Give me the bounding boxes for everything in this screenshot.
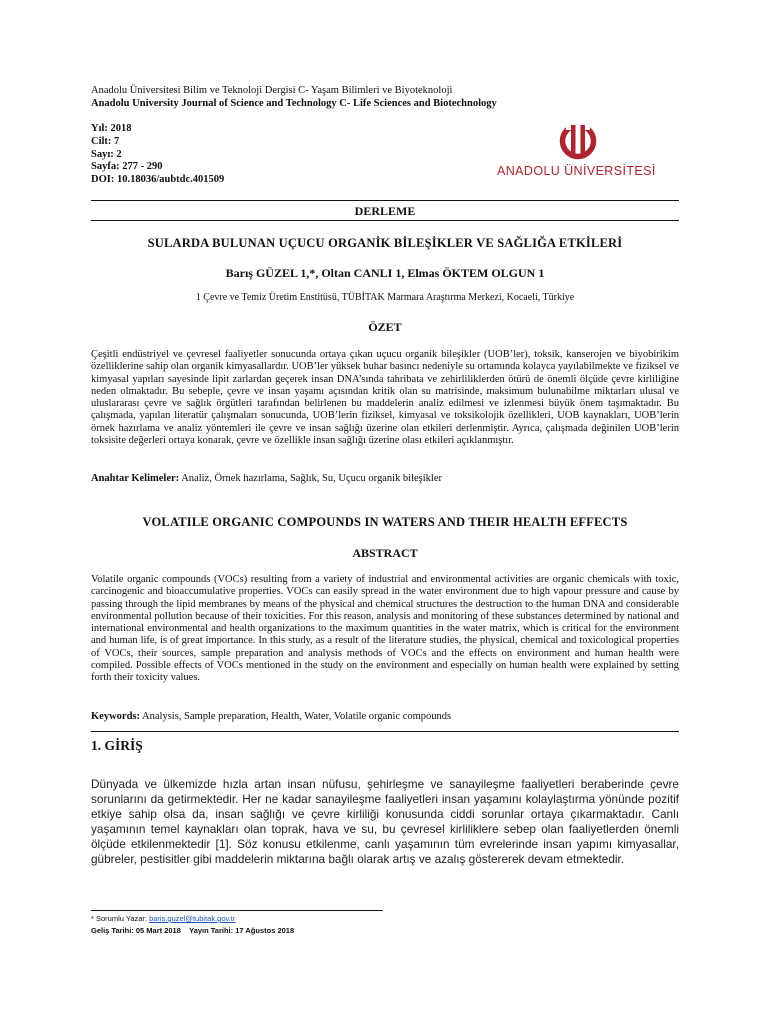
doi: DOI: 10.18036/aubtdc.401509 — [91, 174, 225, 186]
volume: Cilt: 7 — [91, 135, 120, 147]
section-divider — [91, 731, 679, 732]
article-title-en: VOLATILE ORGANIC COMPOUNDS IN WATERS AND THEIR HEALTH EFFECTS — [142, 515, 628, 529]
footnote-divider — [91, 910, 383, 911]
footnote-corresponding — [91, 914, 235, 923]
journal-name-tr: Anadolu Üniversitesi Bilim ve Teknoloji Dergisi C- Yaşam Bilimleri ve Biyoteknoloji — [91, 85, 453, 96]
keywords-en-label: Keywords: — [91, 711, 140, 722]
ozet-text: Çeşitli endüstriyel ve çevresel faaliyetler sonucunda ortaya çıkan uçucu organik bileşikler (UOB’ler), toksik, kanserojen ve biyobirikim özelliklerine sahip olan organik kimyasallardır. UOB’ler yüksek buhar basıncı nedeniyle su ortamında kolayca yayılabilmekte ve fiziksel ve kimyasal yapıları sayesinde lipit zarlardan geçerek insan DNA’sında tahribata ve zehirliliklerden ötürü de önemli ölçüde çevre kirliliğine neden olmaktadır. Bu sebeple, çevre ve insan yaşamı açısından kritik olan su matrisinde, maksimum bulunabilme miktarları ulusal ve uluslararası çevre ve sağlık örgütleri tarafından belirlenen bu maddelerin analiz edilmesi ve izlenmesi büyük önem taşımaktadır. Bu çalışmada, yapılan literatür çalışmaları sonucunda, UOB’lerin fiziksel, kimyasal ve toksikolojik özellikleri, UOB kaynakları, UOB’lerin örnek hazırlama ve analiz yöntemleri ile çevre ve insan sağlığı üzerine olan etkileri derlenmiştir. Ayrıca, çalışmada değinilen UOB’lerin toksisite değerleri ortaya konarak, çevre ve özellikle insan sağlığı üzerine olası etkileri açıklanmıştır. — [91, 349, 679, 447]
ozet-heading: ÖZET — [368, 320, 402, 334]
author-affiliation: 1 Çevre ve Temiz Üretim Enstitüsü, TÜBİTAK Marmara Araştırma Merkezi, Kocaeli, Türkiye — [195, 292, 575, 303]
issue: Sayı: 2 — [91, 148, 122, 160]
university-logo-text: ANADOLU ÜNİVERSİTESİ — [497, 164, 656, 178]
article-title-tr: SULARDA BULUNAN UÇUCU ORGANİK BİLEŞİKLER VE SAĞLIĞA ETKİLERİ — [147, 236, 623, 250]
divider-bottom — [91, 220, 679, 221]
year: Yıl: 2018 — [91, 123, 132, 134]
intro-paragraph: Dünyada ve ülkemizde hızla artan insan nüfusu, şehirleşme ve sanayileşme faaliyetleri beraberinde çevre sorunlarını da getirmektedir. Her ne kadar sanayileşme faaliyetleri insan yaşamını kolaylaştırma yönünde pozitif etkiye sahip olsa da, insan sağlığı ve çevre kirliliği konusunda ciddi sorunlar ortaya çıkarmaktadır. Canlı yaşamının temel kaynakları olan toprak, hava ve su, bu çevresel kirliliklere sebep olan faaliyetlerden önemli ölçüde etkilenmektedir [1]. Söz konusu etkilenme, canlı yaşamının tüm evrelerinde insan yapımı kimyasallar, gübreler, pestisitler gibi maddelerin miktarına bağlı olarak artış ve azalış göstererek devam etmektedir. — [91, 777, 679, 867]
footnote-dates: Geliş Tarihi: 05 Mart 2018 Yayın Tarihi: 17 Ağustos 2018 — [91, 926, 295, 935]
article-type: DERLEME — [354, 204, 416, 218]
corresponding-label: * Sorumlu Yazar: — [91, 914, 147, 923]
divider-top — [91, 200, 679, 201]
author-list: Barış GÜZEL 1,*, Oltan CANLI 1, Elmas ÖKTEM OLGUN 1 — [225, 266, 545, 280]
abstract-heading: ABSTRACT — [352, 546, 418, 560]
pages: Sayfa: 277 - 290 — [91, 161, 163, 173]
university-logo — [493, 122, 671, 184]
university-logo-icon — [555, 122, 601, 160]
keywords-tr-label: Anahtar Kelimeler: — [91, 473, 180, 484]
abstract-text: Volatile organic compounds (VOCs) resulting from a variety of industrial and environmental activities are organic chemicals with toxic, carcinogenic and bioaccumulative properties. VOCs can easily spread in the water environment due to high vapour pressure and cause by passing through the lipid membranes by means of the physical and chemical structures the destruction to the human DNA and considerable environmental pollution because of their toxicities. For this reason, analysis and monitoring of these substances determined by national and international environmental and health organizations to the maximum quantities in the water matrix, which is critical for the environment and human life, is of great importance. In this study, as a result of the literature studies, the physical, chemical and toxicological properties of VOCs, their sources, sample preparation and analysis methods of VOCs and the effects on environment and human health were compiled. Possible effects of VOCs mentioned in the study on the environment and especially on human health were explained by setting forth their toxicity values. — [91, 574, 679, 684]
issue-metadata — [91, 123, 224, 187]
keywords-tr-value: Analiz, Örnek hazırlama, Sağlık, Su, Uçucu organik bileşikler — [181, 473, 442, 484]
author-email-link[interactable]: baris.guzel@tubitak.gov.tr — [149, 914, 236, 923]
journal-name-en: Anadolu University Journal of Science and Technology C- Life Sciences and Biotechnology — [91, 98, 497, 109]
intro-heading: 1. GİRİŞ — [91, 738, 143, 753]
keywords-en-value: Analysis, Sample preparation, Health, Water, Volatile organic compounds — [142, 711, 452, 722]
keywords-tr — [91, 473, 442, 484]
keywords-en — [91, 711, 451, 722]
